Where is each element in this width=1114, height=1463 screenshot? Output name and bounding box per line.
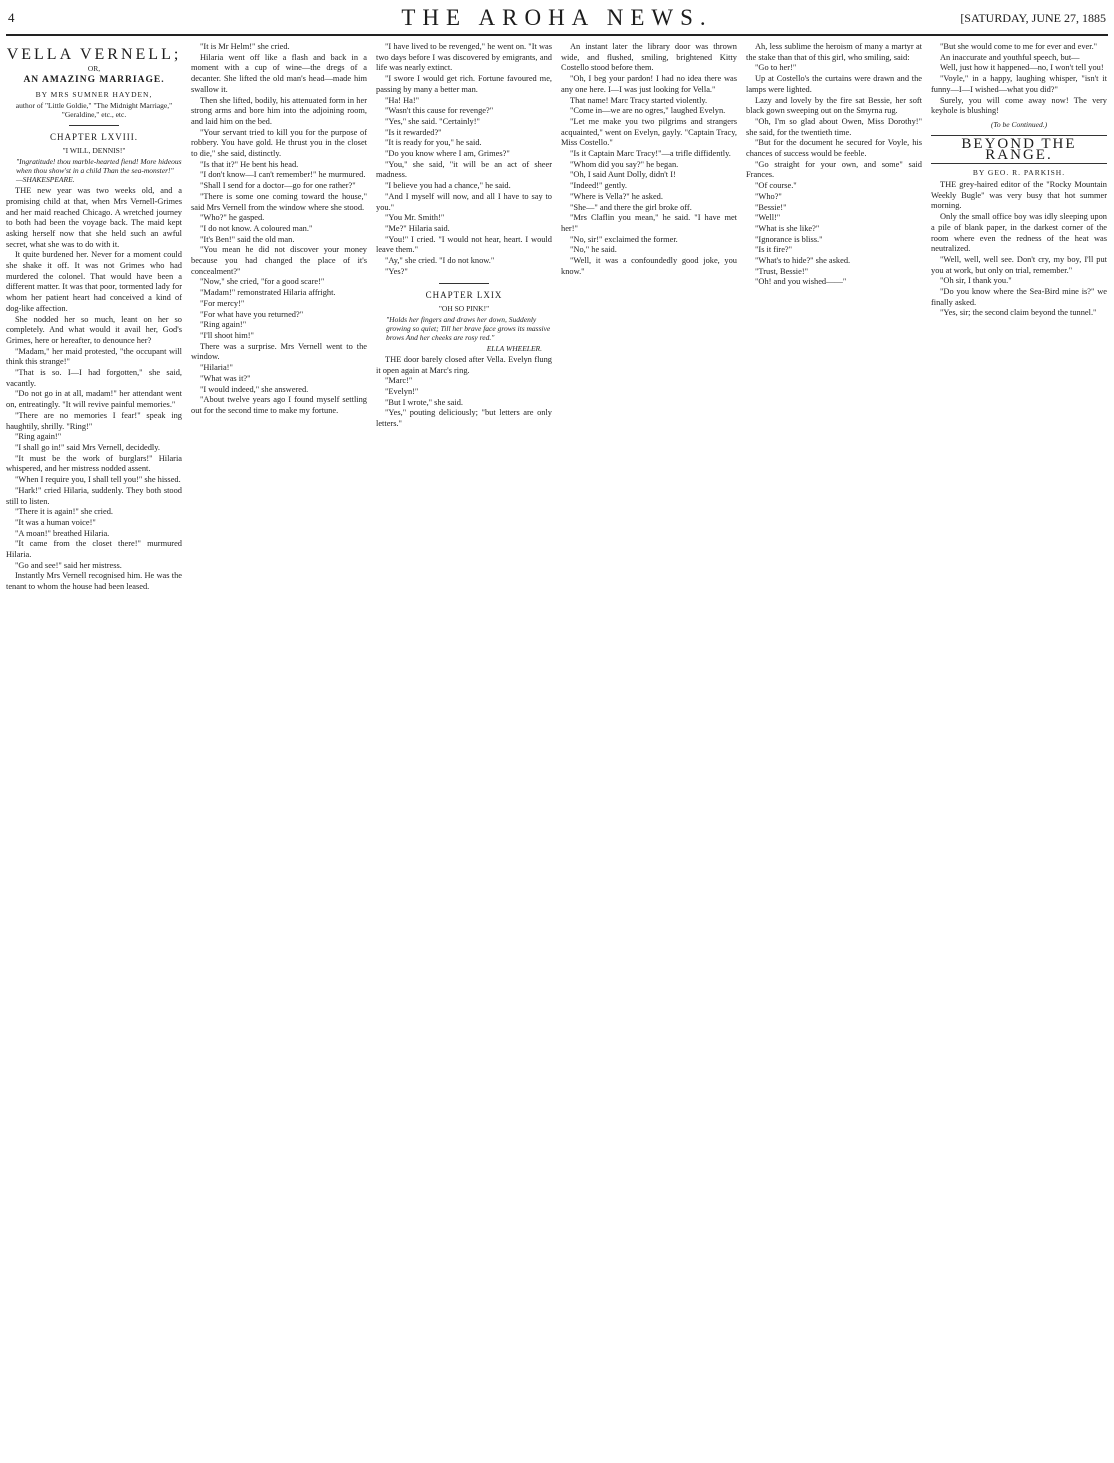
column-2-paragraph: "I'll shoot him!" (200, 330, 254, 340)
column-1 (6, 42, 182, 1452)
epigraph: "Ingratitude! thou marble-hearted fiend! More hideous when thou show'st in a child Than the sea-monster!" —SHAKESPEARE. (16, 157, 182, 185)
column-6-paragraph: Well, just how it happened—no, I won't tell you! (940, 63, 1104, 73)
column-5-paragraph: Up at Costello's the curtains were drawn and the lamps were lighted. (746, 74, 922, 94)
column-3-paragraph: "You," she said, "it will be an act of sheer madness. (376, 159, 552, 180)
issue-date: [SATURDAY, JUNE 27, 1885 (960, 11, 1106, 25)
column-5-paragraph: "Oh! and you wished——" (755, 277, 847, 287)
epigraph-2: "Holds her fingers and draws her down, Suddenly growing so quiet; Till her brave face grows its massive brows And her cheeks are rosy red." (386, 315, 551, 343)
column-1-paragraph: "Do not go in at all, madam!" her attendant went on, entreatingly. "It will revive painful memories." (6, 389, 182, 410)
column-1-paragraph: She nodded her so much, leant on her so completely. And what would it avail her, God's Grimes, here or hereafter, to denounce her? (6, 314, 182, 345)
column-5-paragraph: "Of course." (755, 181, 797, 191)
column-2-paragraph: Hilaria went off like a flash and back in a moment with a cup of wine—the dregs of a decanter. She lifted the old man's head—made him swallow it. (191, 52, 367, 94)
column-2-paragraph: "Shall I send for a doctor—go for one rather?" (200, 181, 356, 191)
column-5-paragraph: "Bessie!" (755, 202, 787, 212)
story-paragraph: "Do you know where the Sea-Bird mine is?" we finally asked. (931, 287, 1107, 307)
column-5-paragraph: "Oh, I'm so glad about Owen, Miss Dorothy!" she said, for the twentieth time. (746, 116, 922, 137)
column-5-paragraph: "Ignorance is bliss." (755, 234, 823, 244)
column-1-paragraph: "There it is again!" she cried. (15, 507, 113, 517)
serial-or: OR, (87, 64, 101, 73)
column-5-paragraph: "Well!" (755, 213, 781, 223)
column-1-paragraph: "Hark!" cried Hilaria, suddenly. They both stood still to listen. (6, 485, 182, 506)
column-2-paragraph: "I don't know—I can't remember!" he murmured. (200, 170, 366, 180)
column-4-paragraph: "She—" and there the girl broke off. (570, 202, 692, 212)
column-3-paragraph: "Yes," she said. "Certainly!" (385, 116, 480, 126)
column-4-paragraph: "No, sir!" exclaimed the former. (570, 234, 678, 244)
column-5-paragraph: "What's to hide?" she asked. (755, 256, 851, 266)
column-1-paragraph: "Ring again!" (15, 432, 62, 442)
column-6-paragraph: Surely, you will come away now! The very keyhole is blushing! (931, 95, 1107, 116)
column-5-paragraph: "Who?" (755, 191, 782, 201)
column-5-paragraph: "Trust, Bessie!" (755, 266, 809, 276)
column-2-paragraph: "Who?" he gasped. (200, 213, 265, 223)
column-3-cont-paragraph: "Marc!" (385, 376, 413, 386)
column-1-body (6, 186, 182, 593)
column-2-paragraph: "Now," she cried, "for a good scare!" (200, 277, 325, 287)
chapter-heading-2: CHAPTER LXIX (425, 290, 503, 301)
page-number: 4 (8, 10, 15, 25)
column-2-paragraph: "It is Mr Helm!" she cried. (200, 42, 290, 51)
column-3-paragraph: "You!" I cried. "I would not hear, heart. I would leave them." (376, 234, 552, 255)
column-2 (191, 42, 367, 1452)
column-2-paragraph: "I do not know. A coloured man." (200, 223, 313, 233)
column-3-paragraph: "Is it rewarded?" (385, 127, 442, 137)
column-6 (931, 42, 1107, 1452)
column-2-paragraph: "There is some one coming toward the house," said Mrs Vernell from the window where she stood. (191, 191, 367, 212)
column-1-paragraph: "It must be the work of burglars!" Hilaria whispered, and her mistress nodded assent. (6, 453, 182, 474)
column-3-paragraph: "Ha! Ha!" (385, 95, 420, 105)
column-3-cont-paragraph: "Yes," pouting deliciously; "but letters are only letters." (376, 408, 552, 429)
chapter-2-subtitle: "OH SO PINK!" (438, 304, 490, 314)
serial-title: VELLA VERNELL; (6, 46, 182, 63)
column-5-body (746, 42, 922, 288)
newspaper-title: THE AROHA NEWS. (401, 5, 713, 30)
column-6-paragraph: "But she would come to me for ever and ever." (940, 42, 1098, 51)
story-paragraph: THE grey-haired editor of the "Rocky Mountain Weekly Bugle" was very busy that hot summer morning. (931, 180, 1107, 211)
serial-subtitle: AN AMAZING MARRIAGE. (23, 75, 165, 85)
column-1-paragraph: "When I require you, I shall tell you!" she hissed. (15, 475, 181, 485)
divider (69, 125, 119, 126)
column-5-paragraph: Ah, less sublime the heroism of many a martyr at the stake than that of this girl, who smiling, said: (746, 42, 922, 62)
column-2-paragraph: "It's Ben!" said the old man. (200, 234, 295, 244)
column-2-paragraph: "For what have you returned?" (200, 309, 304, 319)
column-4-paragraph: "Come in—we are no ogres," laughed Evelyn. (570, 106, 726, 116)
column-2-paragraph: "Hilaria!" (200, 363, 233, 373)
column-1-paragraph: "It was a human voice!" (15, 517, 96, 527)
column-3-paragraph: "Do you know where I am, Grimes?" (385, 149, 510, 159)
serial-author-note: author of "Little Goldie," "The Midnight Marriage," "Geraldine," etc., etc. (15, 101, 173, 120)
column-2-paragraph: There was a surprise. Mrs Vernell went to the window. (191, 341, 367, 362)
column-4-paragraph: "Whom did you say?" he began. (570, 159, 679, 169)
column-2-body (191, 42, 367, 417)
column-1-paragraph: It quite burdened her. Never for a moment could she shake it off. It was not Grimes who had murdered the colonel. That would have been a different matter. It was that poor, tormented lady for whom her patient heart had conceived a kind of dog-like affection. (6, 250, 182, 313)
column-4-paragraph: "Well, it was a confoundedly good joke, you know." (561, 256, 737, 276)
story-paragraph: "Oh sir, I thank you." (940, 276, 1012, 286)
column-5-paragraph: "What is she like?" (755, 223, 820, 233)
column-2-paragraph: Then she lifted, bodily, his attenuated form in her strong arms and bore him into the adjoining room, and laid him on the bed. (191, 95, 367, 126)
story-paragraph: "Yes, sir; the second claim beyond the tunnel." (940, 308, 1097, 318)
column-1-paragraph: "It came from the closet there!" murmured Hilaria. (6, 539, 182, 560)
column-4-paragraph: "Is it Captain Marc Tracy!"—a trifle diffidently. (570, 149, 731, 159)
column-3-paragraph: "Yes?" (385, 266, 408, 276)
story-paragraph: Only the small office boy was idly sleeping upon a pile of blank paper, in the darkest corner of the room where even the redness of the heat was neutralized. (931, 212, 1107, 254)
column-3-paragraph: "I have lived to be revenged," he went on. "It was two days before I was discovered by emigrants, and life was nearly extinct. (376, 42, 552, 73)
column-4-paragraph: "Where is Vella?" he asked. (570, 191, 663, 201)
column-3-paragraph: "Wasn't this cause for revenge?" (385, 106, 494, 116)
column-2-paragraph: "What was it?" (200, 373, 251, 383)
column-3-paragraph: "I swore I would get rich. Fortune favoured me, passing by many a better man. (376, 74, 552, 94)
column-4-paragraph: "Indeed!" gently. (570, 181, 627, 191)
column-4-paragraph: "Let me make you two pilgrims and strangers acquainted," went on Evelyn, gayly. "Captain Tracy, Miss Costello." (561, 116, 737, 148)
column-3-paragraph: "I believe you had a chance," he said. (385, 181, 511, 191)
epigraph-2-attribution: ELLA WHEELER. (486, 344, 542, 354)
story-paragraph: "Well, well, well see. Don't cry, my boy, I'll put you at work, but only on trial, remember." (931, 254, 1107, 275)
column-3-cont-paragraph: "Evelyn!" (385, 386, 419, 396)
column-5-paragraph: "Go to her!" (755, 63, 797, 73)
column-1-paragraph: "That is so. I—I had forgotten," she said, vacantly. (6, 368, 182, 388)
column-5-paragraph: Lazy and lovely by the fire sat Bessie, her soft black gown sweeping out on the Smyrna rug. (746, 95, 922, 116)
column-2-paragraph: "About twelve years ago I found myself settling out for the second time to make my fortune. (191, 395, 367, 415)
column-2-paragraph: "Ring again!" (200, 320, 247, 330)
column-4-body (561, 42, 737, 277)
column-4-paragraph: That name! Marc Tracy started violently. (570, 95, 708, 105)
column-2-paragraph: "Is that it?" He bent his head. (200, 159, 299, 169)
columns (6, 42, 1108, 1452)
story-byline: BY GEO. R. PARKISH. (972, 168, 1066, 178)
chapter-heading: CHAPTER LXVIII. (50, 132, 138, 143)
column-5-paragraph: "But for the document he secured for Voyle, his chances of success would be feeble. (746, 138, 922, 159)
column-1-paragraph: "A moan!" breathed Hilaria. (15, 528, 110, 538)
column-1-paragraph: THE new year was two weeks old, and a promising child at that, when Mrs Vernell-Grimes and her maid reached Chicago. A wretched journey to both had been the voyage back. The maid kept asking herself now that she held such an awful secret, what she was to do with it. (6, 186, 182, 249)
column-4-paragraph: "No," he said. (570, 245, 617, 255)
column-4-paragraph: "Oh, I beg your pardon! I had no idea there was any one here. I—I was just looking for Vella." (561, 74, 737, 94)
column-3-paragraph: "And I myself will now, and all I have to say to you." (376, 191, 552, 212)
column-6-paragraph: "Voyle," in a happy, laughing whisper, "isn't it funny—I—I wished—what you did?" (931, 74, 1107, 94)
story-body (931, 180, 1107, 319)
column-1-paragraph: "There are no memories I fear!" speak ing haughtily, shrilly. "Ring!" (6, 410, 182, 431)
column-4-paragraph: An instant later the library door was thrown wide, and flushed, smiling, brightened Kitty Costello stood before them. (561, 42, 737, 73)
divider (439, 283, 489, 284)
column-1-paragraph: Instantly Mrs Vernell recognised him. He was the tenant to whom the house had been leased. (6, 571, 182, 592)
serial-byline: BY MRS SUMNER HAYDEN, (35, 89, 153, 99)
column-2-paragraph: "Madam!" remonstrated Hilaria affright. (200, 288, 336, 298)
story-title: BEYOND THE RANGE. (931, 135, 1107, 164)
column-4-paragraph: "Oh, I said Aunt Dolly, didn't I! (570, 170, 676, 180)
column-5 (746, 42, 922, 1452)
column-1-paragraph: "I shall go in!" said Mrs Vernell, decidedly. (15, 442, 160, 452)
column-2-paragraph: "You mean he did not discover your money because you had changed the place of it's concealment?" (191, 245, 367, 276)
column-3-cont-paragraph: "But I wrote," she said. (385, 397, 464, 407)
column-3-paragraph: "Ay," she cried. "I do not know." (385, 256, 495, 266)
column-1-paragraph: "Go and see!" said her mistress. (15, 560, 122, 570)
column-5-paragraph: "Go straight for your own, and some" said Frances. (746, 159, 922, 180)
column-4 (561, 42, 737, 1452)
column-6-body (931, 42, 1107, 117)
column-3-paragraph: "You Mr. Smith!" (385, 213, 445, 223)
masthead-rule (6, 34, 1108, 36)
column-2-paragraph: "For mercy!" (200, 298, 245, 308)
column-3 (376, 42, 552, 1452)
column-3-paragraph: "It is ready for you," he said. (385, 138, 482, 148)
column-1-paragraph: "Madam," her maid protested, "the occupant will think this strange!" (6, 346, 182, 367)
column-3-body (376, 42, 552, 277)
column-2-paragraph: "I would indeed," she answered. (200, 384, 309, 394)
column-4-paragraph: "Mrs Claflin you mean," he said. "I have met her!" (561, 213, 737, 233)
column-2-paragraph: "Your servant tried to kill you for the purpose of robbery. You have gold. He thrust you in the closet to die," she said, distinctly. (191, 127, 367, 159)
to-be-continued: (To be Continued.) (990, 119, 1048, 129)
chapter-subtitle: "I WILL, DENNIS!" (62, 146, 126, 156)
column-3-continuation (376, 355, 552, 430)
column-6-paragraph: An inaccurate and youthful speech, but— (940, 52, 1080, 62)
column-3-paragraph: "Me?" Hilaria said. (385, 223, 450, 233)
column-3-cont-paragraph: THE door barely closed after Vella. Evelyn flung it open again at Marc's ring. (376, 354, 552, 375)
column-5-paragraph: "Is it fire?" (755, 245, 793, 255)
